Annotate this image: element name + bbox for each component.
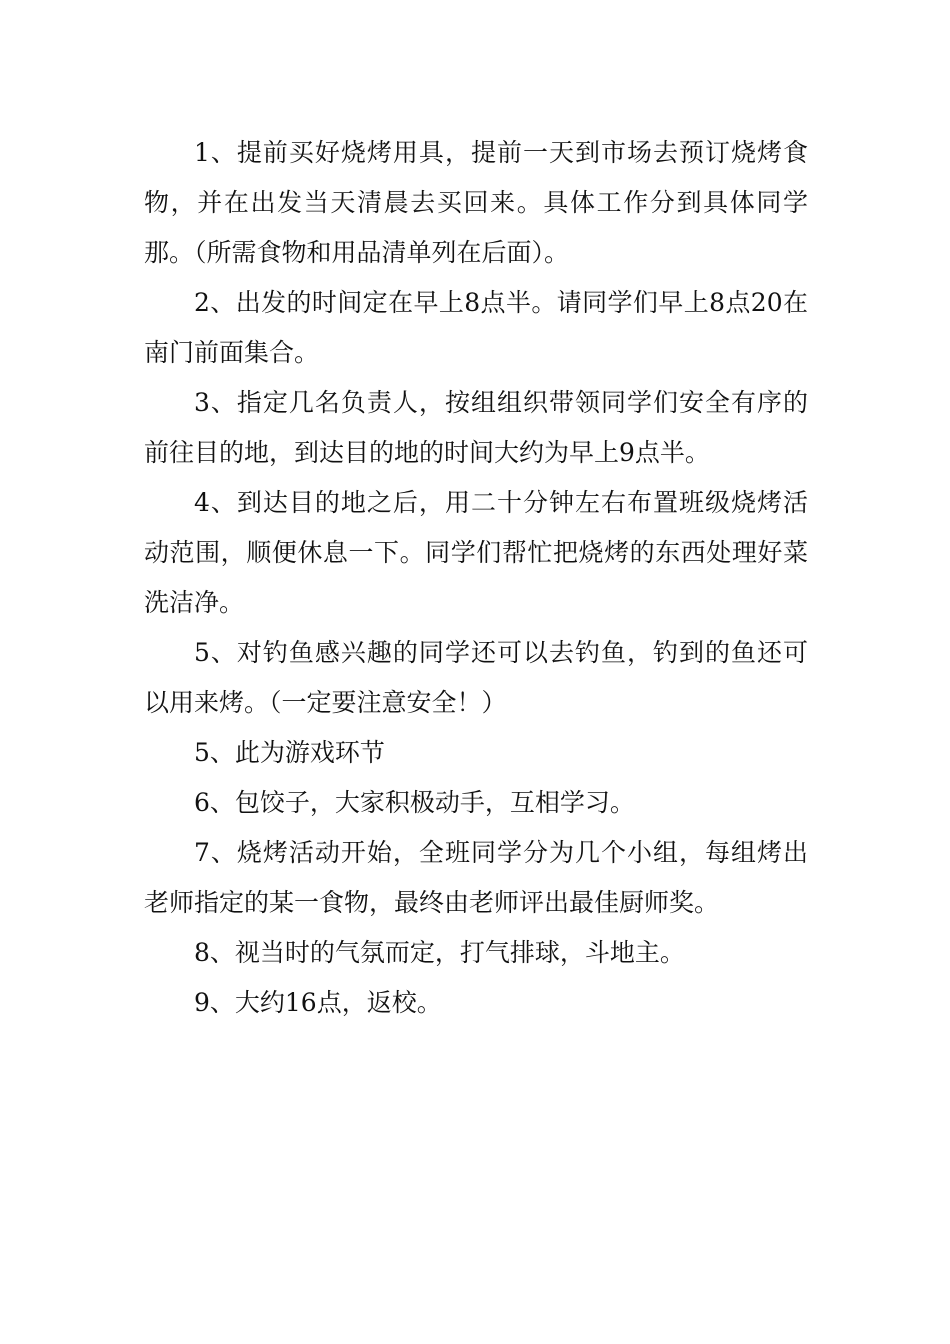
paragraph-4: 4、到达目的地之后，用二十分钟左右布置班级烧烤活动范围，顺便休息一下。同学们帮忙把烧烤的东西处理好菜洗洁净。 xyxy=(144,488,808,617)
paragraph-5: 5、对钓鱼感兴趣的同学还可以去钓鱼，钓到的鱼还可以用来烤。（一定要注意安全！） xyxy=(144,638,808,717)
paragraph-9: 8、视当时的气氛而定，打气排球，斗地主。 xyxy=(194,938,685,967)
paragraph-1: 1、提前买好烧烤用具，提前一天到市场去预订烧烤食物，并在出发当天清晨去买回来。具体工作分到具体同学那。（所需食物和用品清单列在后面）。 xyxy=(144,138,808,267)
paragraph-2: 2、出发的时间定在早上8点半。请同学们早上8点20在南门前面集合。 xyxy=(144,288,808,367)
paragraph-6: 5、此为游戏环节 xyxy=(194,738,385,767)
paragraph-3: 3、指定几名负责人，按组组织带领同学们安全有序的前往目的地，到达目的地的时间大约为早上9点半。 xyxy=(144,388,808,467)
paragraph-7: 6、包饺子，大家积极动手，互相学习。 xyxy=(194,788,635,817)
paragraph-8: 7、烧烤活动开始，全班同学分为几个小组，每组烤出老师指定的某一食物，最终由老师评出最佳厨师奖。 xyxy=(144,838,808,917)
paragraph-10: 9、大约16点，返校。 xyxy=(194,988,442,1017)
document-body xyxy=(144,128,808,1028)
